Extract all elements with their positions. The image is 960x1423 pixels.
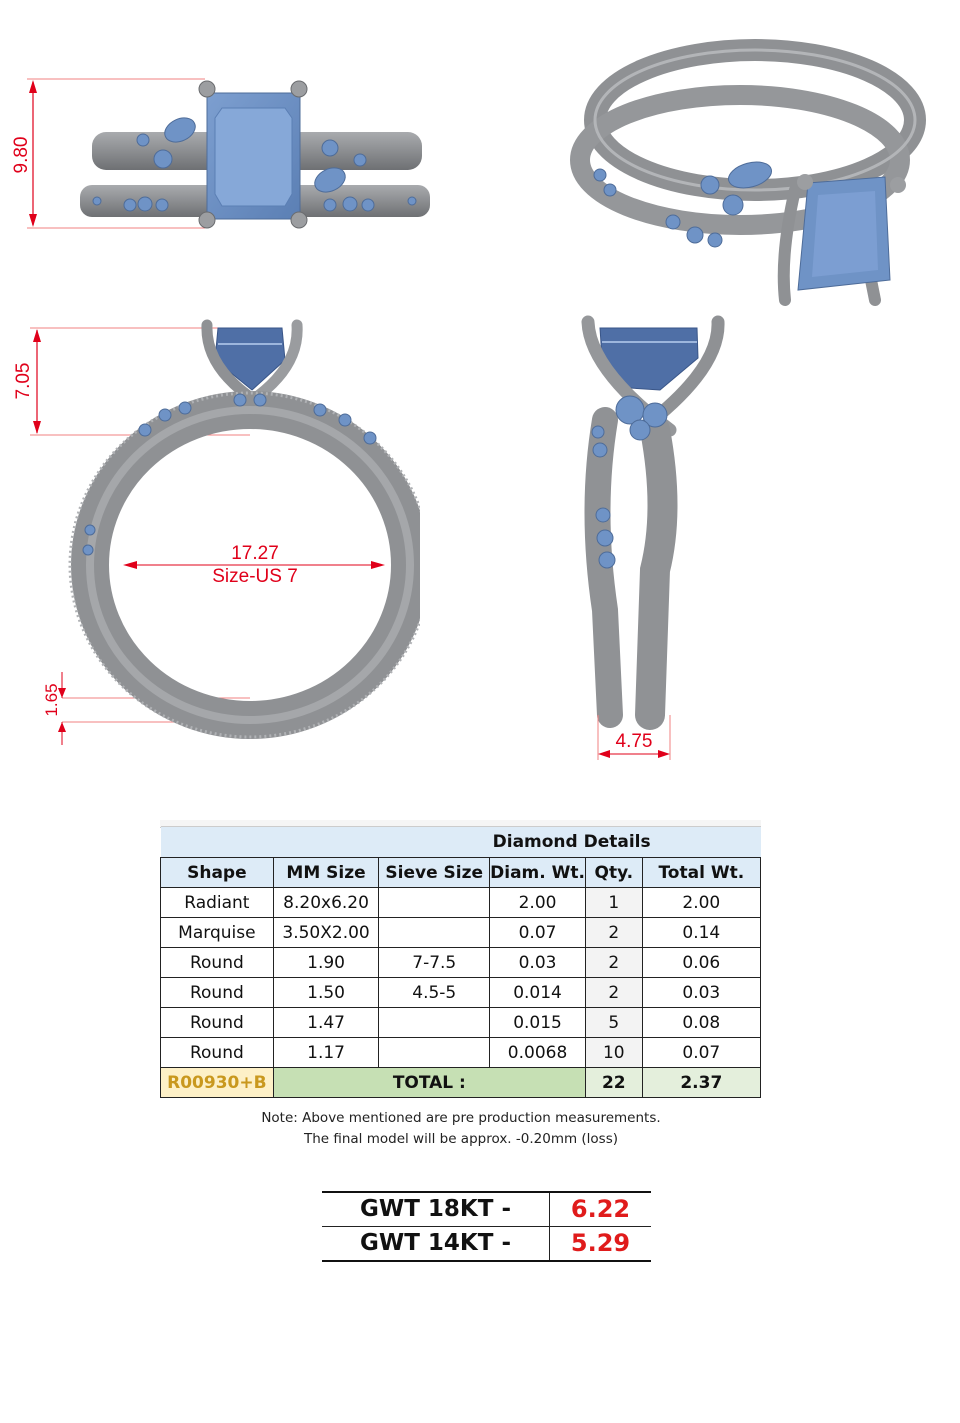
header-diam-wt: Diam. Wt. xyxy=(490,858,586,888)
cell-shape: Radiant xyxy=(161,888,274,918)
table-row xyxy=(161,948,761,978)
gwt-label-18kt: GWT 18KT - xyxy=(322,1193,550,1226)
gwt-row-14kt xyxy=(322,1227,651,1262)
header-qty: Qty. xyxy=(585,858,642,888)
cell-qty: 1 xyxy=(585,888,642,918)
dimension-shank-thickness-label: 1.65 xyxy=(42,683,61,717)
ring-size-label: Size-US 7 xyxy=(212,566,298,587)
cell-qty: 5 xyxy=(585,1008,642,1038)
cell-diam-wt: 0.014 xyxy=(490,978,586,1008)
table-title: Diamond Details xyxy=(490,827,761,858)
cell-sieve-size: 7-7.5 xyxy=(379,948,490,978)
cell-sieve-size: 4.5-5 xyxy=(379,978,490,1008)
cell-shape: Round xyxy=(161,978,274,1008)
cell-shape: Marquise xyxy=(161,918,274,948)
cell-diam-wt: 0.07 xyxy=(490,918,586,948)
dimension-head-height-label: 7.05 xyxy=(13,362,34,400)
cell-total-wt: 0.03 xyxy=(642,978,760,1008)
diamond-details-table xyxy=(160,826,761,1098)
gwt-value-18kt: 6.22 xyxy=(570,1195,631,1223)
measurement-note xyxy=(200,1108,722,1150)
cell-diam-wt: 2.00 xyxy=(490,888,586,918)
cell-total-wt: 2.00 xyxy=(642,888,760,918)
perspective-view-drawing xyxy=(570,25,930,315)
table-row xyxy=(161,918,761,948)
cell-total-wt: 0.08 xyxy=(642,1008,760,1038)
top-view-drawing xyxy=(0,60,440,250)
cell-diam-wt: 0.0068 xyxy=(490,1038,586,1068)
gwt-row-18kt xyxy=(322,1191,651,1227)
dimension-height-label: 9.80 xyxy=(11,136,32,174)
header-total-wt: Total Wt. xyxy=(642,858,760,888)
cell-mm-size: 8.20x6.20 xyxy=(273,888,379,918)
cell-sieve-size xyxy=(379,1008,490,1038)
cell-mm-size: 1.47 xyxy=(273,1008,379,1038)
cell-qty: 2 xyxy=(585,978,642,1008)
cell-sieve-size xyxy=(379,918,490,948)
cell-mm-size: 1.50 xyxy=(273,978,379,1008)
cell-diam-wt: 0.015 xyxy=(490,1008,586,1038)
header-mm-size: MM Size xyxy=(273,858,379,888)
header-sieve-size: Sieve Size xyxy=(379,858,490,888)
table-row xyxy=(161,978,761,1008)
cell-shape: Round xyxy=(161,1008,274,1038)
front-view-render xyxy=(0,310,420,750)
cell-qty: 10 xyxy=(585,1038,642,1068)
gwt-value-14kt: 5.29 xyxy=(570,1229,631,1257)
total-label: TOTAL : xyxy=(273,1068,585,1098)
top-view-render xyxy=(0,60,440,250)
table-row xyxy=(161,888,761,918)
table-row xyxy=(161,1008,761,1038)
cell-sieve-size xyxy=(379,1038,490,1068)
dimension-inner-diameter-label: 17.27 xyxy=(231,543,279,564)
total-weight: 2.37 xyxy=(642,1068,760,1098)
gwt-label-14kt: GWT 14KT - xyxy=(322,1227,550,1260)
cell-mm-size: 1.90 xyxy=(273,948,379,978)
side-view-render xyxy=(560,310,760,770)
table-row xyxy=(161,1038,761,1068)
header-shape: Shape xyxy=(161,858,274,888)
total-qty: 22 xyxy=(585,1068,642,1098)
front-view-drawing xyxy=(0,310,420,750)
cell-qty: 2 xyxy=(585,948,642,978)
title-spacer xyxy=(161,827,490,858)
cell-total-wt: 0.06 xyxy=(642,948,760,978)
note-line-2: The final model will be approx. -0.20mm (loss) xyxy=(303,1131,619,1147)
total-row xyxy=(161,1068,761,1098)
dimension-width-label: 4.75 xyxy=(615,731,653,752)
cell-sieve-size xyxy=(379,888,490,918)
cell-mm-size: 1.17 xyxy=(273,1038,379,1068)
cell-qty: 2 xyxy=(585,918,642,948)
cell-total-wt: 0.14 xyxy=(642,918,760,948)
cell-shape: Round xyxy=(161,1038,274,1068)
header-row xyxy=(161,858,761,888)
note-line-1: Note: Above mentioned are pre production measurements. xyxy=(261,1110,661,1126)
cell-diam-wt: 0.03 xyxy=(490,948,586,978)
perspective-view-render xyxy=(570,25,930,315)
product-code: R00930+B xyxy=(161,1068,274,1098)
gross-weight-table xyxy=(322,1191,651,1262)
cell-mm-size: 3.50X2.00 xyxy=(273,918,379,948)
cell-shape: Round xyxy=(161,948,274,978)
cell-total-wt: 0.07 xyxy=(642,1038,760,1068)
side-view-drawing xyxy=(560,310,760,770)
